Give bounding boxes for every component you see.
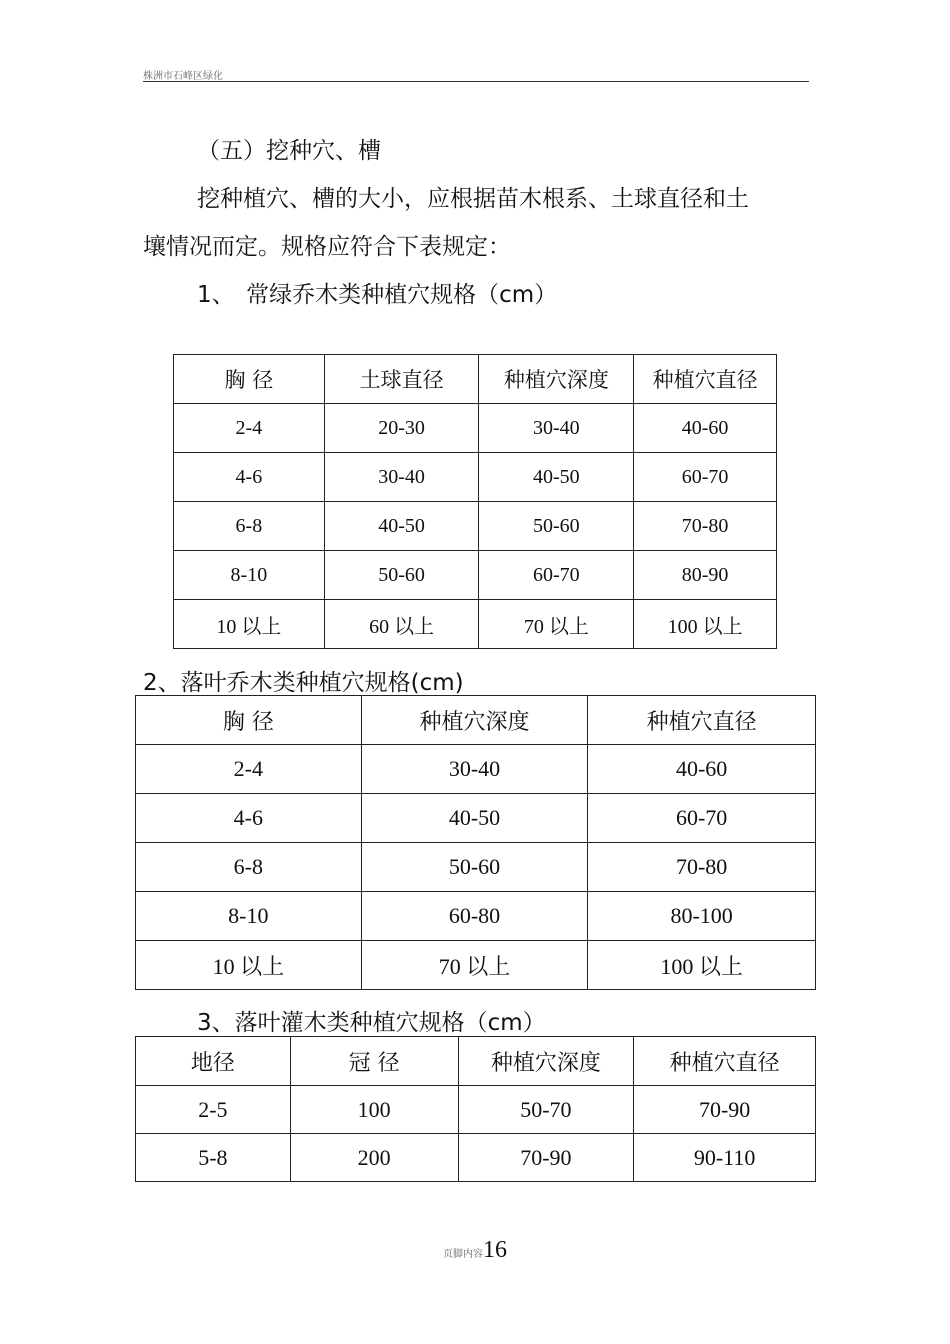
table-cell: 60-80 xyxy=(361,892,588,941)
page-number: 16 xyxy=(483,1237,507,1263)
table-cell: 5-8 xyxy=(136,1134,291,1182)
header-rule xyxy=(143,81,809,82)
table-cell: 50-60 xyxy=(479,502,634,551)
table-cell: 6-8 xyxy=(136,843,362,892)
table-cell: 6-8 xyxy=(174,502,325,551)
table-cell: 40-50 xyxy=(324,502,479,551)
table-row xyxy=(136,843,816,892)
table-cell: 70-90 xyxy=(458,1134,634,1182)
table-header-row xyxy=(174,355,777,404)
table-cell: 40-60 xyxy=(634,404,777,453)
table-cell: 50-70 xyxy=(458,1086,634,1134)
page-footer xyxy=(0,1237,950,1264)
table-cell: 100 xyxy=(290,1086,458,1134)
table-cell: 60 以上 xyxy=(324,600,479,649)
table-cell: 70-80 xyxy=(634,502,777,551)
section-title: （五）挖种穴、槽 xyxy=(197,138,381,164)
table-row xyxy=(174,551,777,600)
table2-caption: 2、落叶乔木类种植穴规格(cm) xyxy=(143,670,464,696)
table-cell: 100 以上 xyxy=(588,941,816,990)
table-cell: 4-6 xyxy=(136,794,362,843)
header-cell: 胸 径 xyxy=(174,355,325,404)
table-deciduous-trees xyxy=(135,695,816,990)
table-cell: 80-90 xyxy=(634,551,777,600)
table-cell: 10 以上 xyxy=(174,600,325,649)
page-header-text: 株洲市石峰区绿化 xyxy=(143,71,223,82)
table-cell: 10 以上 xyxy=(136,941,362,990)
table-cell: 80-100 xyxy=(588,892,816,941)
table-cell: 70 以上 xyxy=(361,941,588,990)
table-cell: 60-70 xyxy=(479,551,634,600)
table-evergreen-trees xyxy=(173,354,777,649)
paragraph-line-2: 壤情况而定。规格应符合下表规定： xyxy=(143,234,511,260)
table-cell: 60-70 xyxy=(634,453,777,502)
table-row xyxy=(136,1086,816,1134)
table-cell: 8-10 xyxy=(174,551,325,600)
table-cell: 70-90 xyxy=(634,1086,816,1134)
header-cell: 种植穴深度 xyxy=(479,355,634,404)
header-cell: 种植穴直径 xyxy=(634,1037,816,1086)
table-cell: 40-50 xyxy=(479,453,634,502)
table-cell: 90-110 xyxy=(634,1134,816,1182)
header-cell: 种植穴直径 xyxy=(634,355,777,404)
table-cell: 2-5 xyxy=(136,1086,291,1134)
table-cell: 40-60 xyxy=(588,745,816,794)
table-cell: 70 以上 xyxy=(479,600,634,649)
table-cell: 200 xyxy=(290,1134,458,1182)
header-cell: 冠 径 xyxy=(290,1037,458,1086)
table-row xyxy=(136,941,816,990)
table-row xyxy=(136,794,816,843)
table1-caption: 1、 常绿乔木类种植穴规格（cm） xyxy=(197,282,558,308)
paragraph-line-1: 挖种植穴、槽的大小，应根据苗木根系、土球直径和土 xyxy=(197,186,749,212)
table-cell: 4-6 xyxy=(174,453,325,502)
table-cell: 30-40 xyxy=(361,745,588,794)
table-cell: 100 以上 xyxy=(634,600,777,649)
table-cell: 50-60 xyxy=(324,551,479,600)
table-row xyxy=(174,502,777,551)
header-cell: 种植穴直径 xyxy=(588,696,816,745)
table-row xyxy=(174,600,777,649)
table-header-row xyxy=(136,696,816,745)
table-row xyxy=(136,892,816,941)
header-cell: 种植穴深度 xyxy=(361,696,588,745)
table-row xyxy=(174,404,777,453)
table-cell: 2-4 xyxy=(174,404,325,453)
table-cell: 40-50 xyxy=(361,794,588,843)
table-row xyxy=(174,453,777,502)
table-row xyxy=(136,745,816,794)
table-deciduous-shrubs xyxy=(135,1036,816,1182)
table-cell: 2-4 xyxy=(136,745,362,794)
header-cell: 地径 xyxy=(136,1037,291,1086)
table-cell: 20-30 xyxy=(324,404,479,453)
table-cell: 50-60 xyxy=(361,843,588,892)
table-cell: 8-10 xyxy=(136,892,362,941)
table3-caption: 3、落叶灌木类种植穴规格（cm） xyxy=(197,1010,546,1036)
table-cell: 60-70 xyxy=(588,794,816,843)
header-cell: 土球直径 xyxy=(324,355,479,404)
table-header-row xyxy=(136,1037,816,1086)
table-cell: 30-40 xyxy=(479,404,634,453)
footer-label: 页脚内容 xyxy=(443,1249,483,1260)
header-cell: 种植穴深度 xyxy=(458,1037,634,1086)
table-row xyxy=(136,1134,816,1182)
table-cell: 70-80 xyxy=(588,843,816,892)
table-cell: 30-40 xyxy=(324,453,479,502)
header-cell: 胸 径 xyxy=(136,696,362,745)
